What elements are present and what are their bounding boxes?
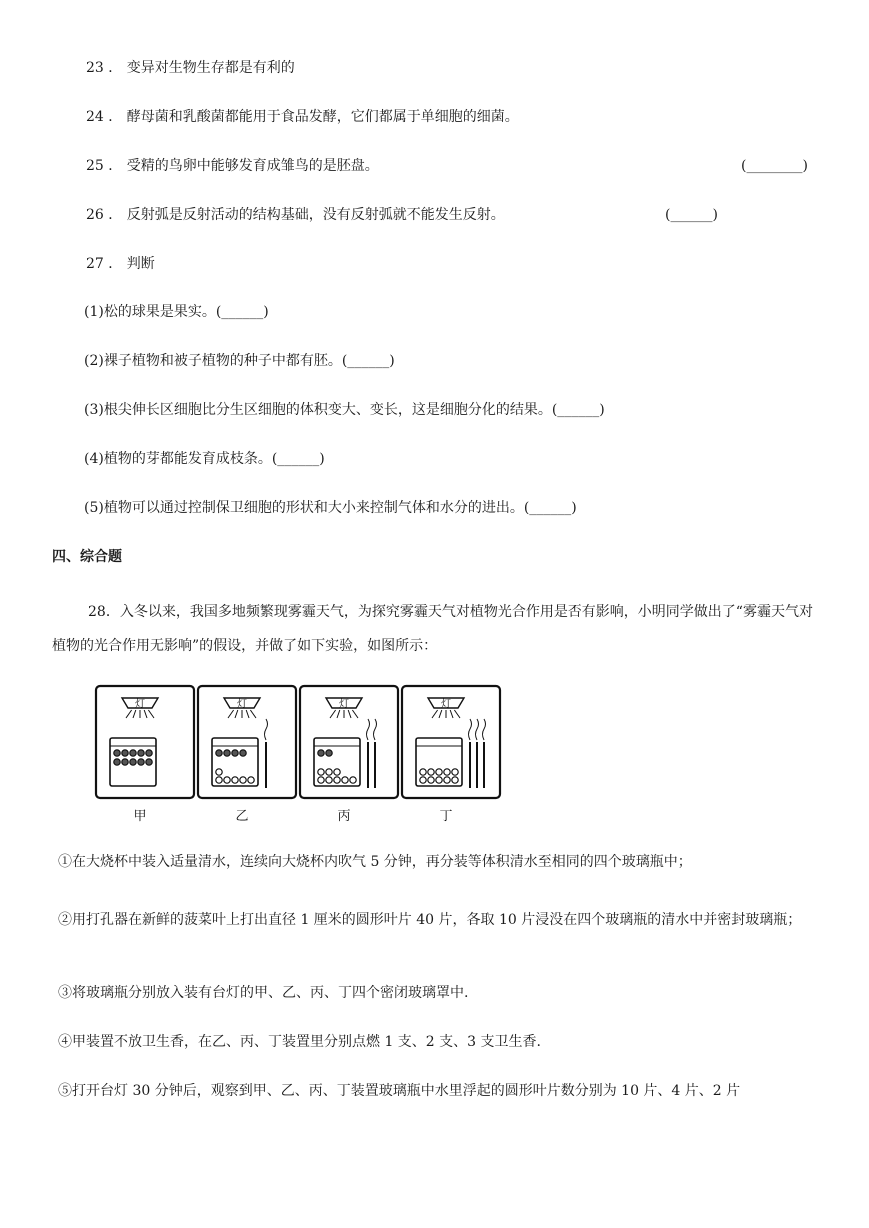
leaf-disc bbox=[240, 777, 246, 783]
leaf-disc bbox=[216, 777, 222, 783]
leaf-disc bbox=[452, 769, 458, 775]
leaf-disc bbox=[436, 777, 442, 783]
light-ray bbox=[133, 710, 136, 718]
question-25: 25 ． 受精的鸟卵中能够发育成雏鸟的是胚盘。 bbox=[86, 158, 379, 174]
q28-step-5: ⑤打开台灯 30 分钟后，观察到甲、乙、丙、丁装置玻璃瓶中水里浮起的圆形叶片数分别为 10 片、4 片、2 片 bbox=[58, 1083, 741, 1099]
question-27: 27 ． 判断 bbox=[86, 256, 155, 272]
experiment-figure bbox=[88, 680, 522, 828]
light-ray bbox=[250, 710, 256, 718]
smoke bbox=[469, 719, 472, 740]
light-ray bbox=[144, 710, 147, 718]
leaf-disc bbox=[318, 777, 324, 783]
leaf-disc bbox=[122, 759, 128, 765]
answer-blank-26[interactable]: (______) bbox=[665, 207, 718, 223]
light-ray bbox=[246, 710, 249, 718]
leaf-disc bbox=[130, 759, 136, 765]
leaf-disc bbox=[240, 750, 246, 756]
leaf-disc bbox=[138, 759, 144, 765]
smoke bbox=[265, 719, 268, 740]
light-ray bbox=[337, 710, 340, 718]
panel-label: 丁 bbox=[439, 809, 453, 824]
leaf-disc bbox=[420, 769, 426, 775]
leaf-disc bbox=[146, 750, 152, 756]
leaf-disc bbox=[130, 750, 136, 756]
leaf-disc bbox=[232, 750, 238, 756]
q28-step-3: ③将玻璃瓶分别放入装有台灯的甲、乙、丙、丁四个密闭玻璃罩中. bbox=[58, 985, 469, 1001]
smoke bbox=[374, 719, 377, 740]
light-ray bbox=[235, 710, 238, 718]
judge-item-2: (2)裸子植物和被子植物的种子中都有胚。(______) bbox=[84, 353, 395, 369]
leaf-disc bbox=[334, 769, 340, 775]
leaf-disc bbox=[216, 750, 222, 756]
panel-label: 乙 bbox=[235, 809, 249, 824]
judge-item-5: (5)植物可以通过控制保卫细胞的形状和大小来控制气体和水分的进出。(______) bbox=[84, 500, 577, 516]
leaf-disc bbox=[334, 777, 340, 783]
light-ray bbox=[228, 710, 234, 718]
section-heading: 四、综合题 bbox=[52, 549, 122, 565]
smoke bbox=[483, 719, 486, 740]
leaf-disc bbox=[248, 777, 254, 783]
leaf-disc bbox=[318, 769, 324, 775]
leaf-disc bbox=[114, 750, 120, 756]
experiment-panel bbox=[402, 686, 500, 824]
leaf-disc bbox=[342, 777, 348, 783]
leaf-disc bbox=[428, 769, 434, 775]
leaf-disc bbox=[326, 750, 332, 756]
leaf-disc bbox=[428, 777, 434, 783]
light-ray bbox=[432, 710, 438, 718]
smoke bbox=[367, 719, 370, 740]
leaf-disc bbox=[420, 777, 426, 783]
leaf-disc bbox=[224, 777, 230, 783]
leaf-disc bbox=[138, 750, 144, 756]
judge-item-3: (3)根尖伸长区细胞比分生区细胞的体积变大、变长，这是细胞分化的结果。(______) bbox=[84, 402, 605, 418]
light-ray bbox=[148, 710, 154, 718]
lamp-label: 灯 bbox=[237, 699, 247, 710]
q28-step-2: ②用打孔器在新鲜的菠菜叶上打出直径 1 厘米的圆形叶片 40 片，各取 10 片浸没在四个玻璃瓶的清水中并密封玻璃瓶； bbox=[58, 912, 802, 928]
experiment-panel bbox=[198, 686, 296, 824]
leaf-disc bbox=[444, 777, 450, 783]
light-ray bbox=[352, 710, 358, 718]
light-ray bbox=[439, 710, 442, 718]
light-ray bbox=[330, 710, 336, 718]
q28-step-1: ①在大烧杯中装入适量清水，连续向大烧杯内吹气 5 分钟，再分装等体积清水至相同的四个玻璃瓶中； bbox=[58, 854, 692, 870]
leaf-disc bbox=[146, 759, 152, 765]
answer-blank-25[interactable]: (________) bbox=[741, 158, 808, 174]
leaf-disc bbox=[444, 769, 450, 775]
q28-intro: 28．入冬以来，我国多地频繁现雾霾天气，为探究雾霾天气对植物光合作用是否有影响，小明同学做出了“雾霾天气对植物的光合作用无影响”的假设，并做了如下实验，如图所示： bbox=[52, 604, 813, 654]
light-ray bbox=[126, 710, 132, 718]
leaf-disc bbox=[122, 750, 128, 756]
leaf-disc bbox=[452, 777, 458, 783]
leaf-disc bbox=[224, 750, 230, 756]
question-24: 24 ． 酵母菌和乳酸菌都能用于食品发酵，它们都属于单细胞的细菌。 bbox=[86, 109, 519, 125]
experiment-panel bbox=[96, 686, 194, 824]
smoke bbox=[476, 719, 479, 740]
judge-item-4: (4)植物的芽都能发育成枝条。(______) bbox=[84, 451, 325, 467]
leaf-disc bbox=[326, 769, 332, 775]
light-ray bbox=[450, 710, 453, 718]
leaf-disc bbox=[326, 777, 332, 783]
light-ray bbox=[454, 710, 460, 718]
experiment-panel bbox=[300, 686, 398, 824]
leaf-disc bbox=[318, 750, 324, 756]
leaf-disc bbox=[114, 759, 120, 765]
lamp-label: 灯 bbox=[135, 699, 145, 710]
judge-item-1: (1)松的球果是果实。(______) bbox=[84, 304, 269, 320]
panel-label: 甲 bbox=[133, 809, 147, 824]
question-23: 23 ． 变异对生物生存都是有利的 bbox=[86, 60, 295, 76]
lamp-label: 灯 bbox=[339, 699, 349, 710]
leaf-disc bbox=[436, 769, 442, 775]
panel-label: 丙 bbox=[337, 809, 351, 824]
leaf-disc bbox=[216, 769, 222, 775]
question-26: 26 ． 反射弧是反射活动的结构基础，没有反射弧就不能发生反射。 bbox=[86, 207, 505, 223]
q28-step-4: ④甲装置不放卫生香，在乙、丙、丁装置里分别点燃 1 支、2 支、3 支卫生香. bbox=[58, 1034, 541, 1050]
leaf-disc bbox=[350, 777, 356, 783]
lamp-label: 灯 bbox=[441, 699, 451, 710]
light-ray bbox=[348, 710, 351, 718]
leaf-disc bbox=[232, 777, 238, 783]
